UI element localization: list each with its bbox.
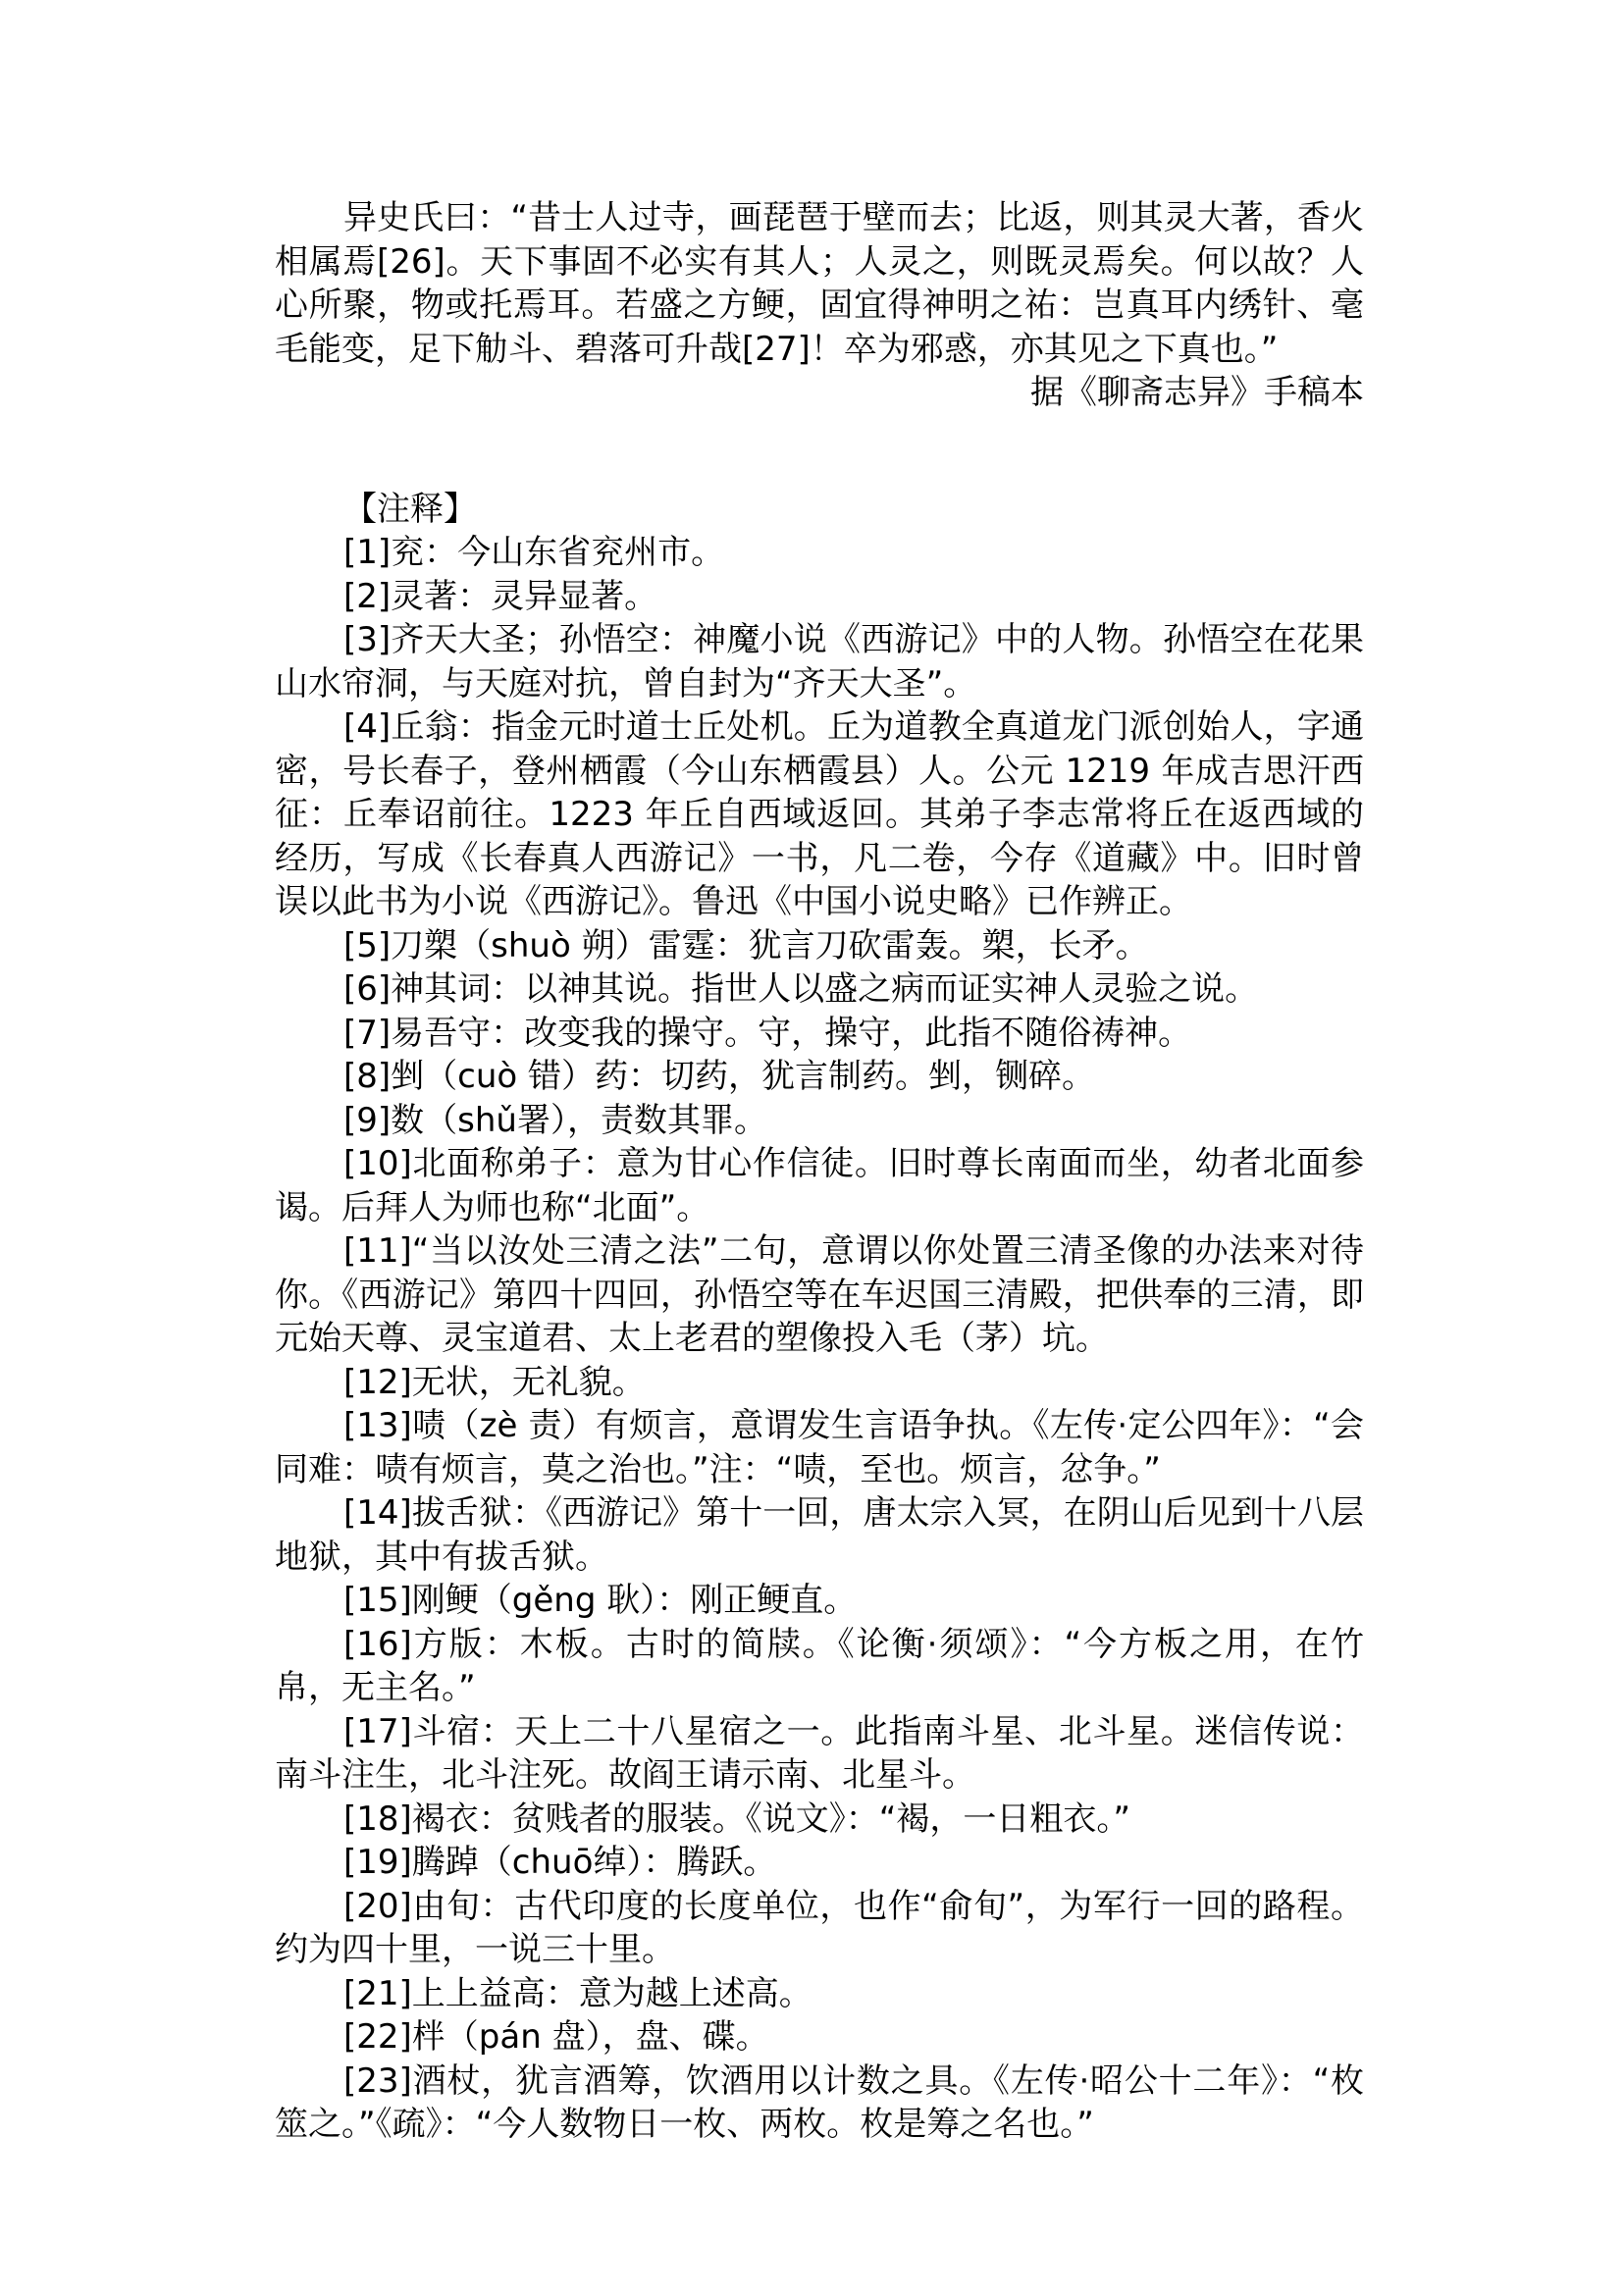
note-15: [15]刚鲠（gěng 耿）：刚正鲠直。 (343, 1581, 858, 1620)
note-16: [16]方版：木板。古时的简牍。《论衡·须颂》：“今方板之用，在竹帛，无主名。” (275, 1624, 1364, 1707)
notes-list (275, 531, 1364, 2147)
note-5: [5]刀槊（shuò 朔）雷霆：犹言刀砍雷轰。槊，长矛。 (343, 925, 1149, 965)
note-13: [13]啧（zè 责）有烦言，意谓发生言语争执。《左传·定公四年》：“会同难：啧有烦言，莫之治也。”注：“啧，至也。烦言，忿争。” (275, 1406, 1364, 1489)
note-23: [23]酒杖，犹言酒筹，饮酒用以计数之具。《左传·昭公十二年》：“枚筮之。”《疏》：“今人数物日一枚、两枚。枚是筹之名也。” (275, 2060, 1364, 2144)
note-2: [2]灵著：灵异显著。 (343, 576, 658, 616)
notes-heading: 【注释】 (343, 489, 477, 529)
note-9: [9]数（shǔ署），责数其罪。 (343, 1100, 767, 1140)
note-11: [11]“当以汝处三清之法”二句，意谓以你处置三清圣像的办法来对待你。《西游记》第四十四回，孙悟空等在车迟国三清殿，把供奉的三清，即元始天尊、灵宝道君、太上老君的塑像投入毛（茅）坑。 (275, 1231, 1364, 1358)
note-6: [6]神其词：以神其说。指世人以盛之病而证实神人灵验之说。 (343, 969, 1259, 1009)
note-20: [20]由旬：古代印度的长度单位，也作“俞旬”，为军行一回的路程。约为四十里，一说三十里。 (275, 1886, 1364, 1969)
note-17: [17]斗宿：天上二十八星宿之一。此指南斗星、北斗星。迷信传说：南斗注生，北斗注死。故阎王请示南、北星斗。 (275, 1711, 1364, 1795)
note-1: [1]兖：今山东省兖州市。 (343, 533, 725, 572)
note-8: [8]剉（cuò 错）药：切药，犹言制药。剉，铡碎。 (343, 1057, 1096, 1096)
note-21: [21]上上益高：意为越上述高。 (343, 1973, 812, 2013)
page-content (275, 196, 1364, 2147)
source-citation: 据《聊斋志异》手稿本 (1030, 373, 1364, 412)
note-3: [3]齐天大圣；孙悟空：神魔小说《西游记》中的人物。孙悟空在花果山水帘洞，与天庭对抗，曾自封为“齐天大圣”。 (275, 620, 1364, 704)
note-10: [10]北面称弟子：意为甘心作信徒。旧时尊长南面而坐，幼者北面参谒。后拜人为师也称“北面”。 (275, 1144, 1364, 1227)
note-4: [4]丘翁：指金元时道士丘处机。丘为道教全真道龙门派创始人，字通密，号长春子，登州栖霞（今山东栖霞县）人。公元 1219 年成吉思汗西征：丘奉诏前往。1223 年丘自西域返回。其弟子李志常将丘在返西域的经历，写成《长春真人西游记》一书，凡二卷，今存《道藏》中。旧时曾误以此书为小说《西游记》。鲁迅《中国小说史略》已作辨正。 (275, 707, 1364, 921)
commentary-paragraph: 异史氏曰：“昔士人过寺，画琵琶于壁而去；比返，则其灵大著，香火相属焉[26]。天下事固不必实有其人；人灵之，则既灵焉矣。何以故？人心所聚，物或托焉耳。若盛之方鲠，固宜得神明之祐：岂真耳内绣针、毫毛能变，足下觔斗、碧落可升哉[27]！卒为邪惑，亦其见之下真也。” (275, 198, 1364, 369)
note-22: [22]柈（pán 盘），盘、碟。 (343, 2017, 769, 2057)
note-19: [19]腾踔（chuō绰）：腾跃。 (343, 1843, 777, 1882)
note-12: [12]无状，无礼貌。 (343, 1362, 646, 1402)
note-14: [14]拔舌狱：《西游记》第十一回，唐太宗入冥，在阴山后见到十八层地狱，其中有拔舌狱。 (275, 1493, 1364, 1577)
note-7: [7]易吾守：改变我的操守。守，操守，此指不随俗祷神。 (343, 1013, 1192, 1053)
note-18: [18]褐衣：贫贱者的服装。《说文》：“褐，一日粗衣。” (343, 1799, 1131, 1839)
